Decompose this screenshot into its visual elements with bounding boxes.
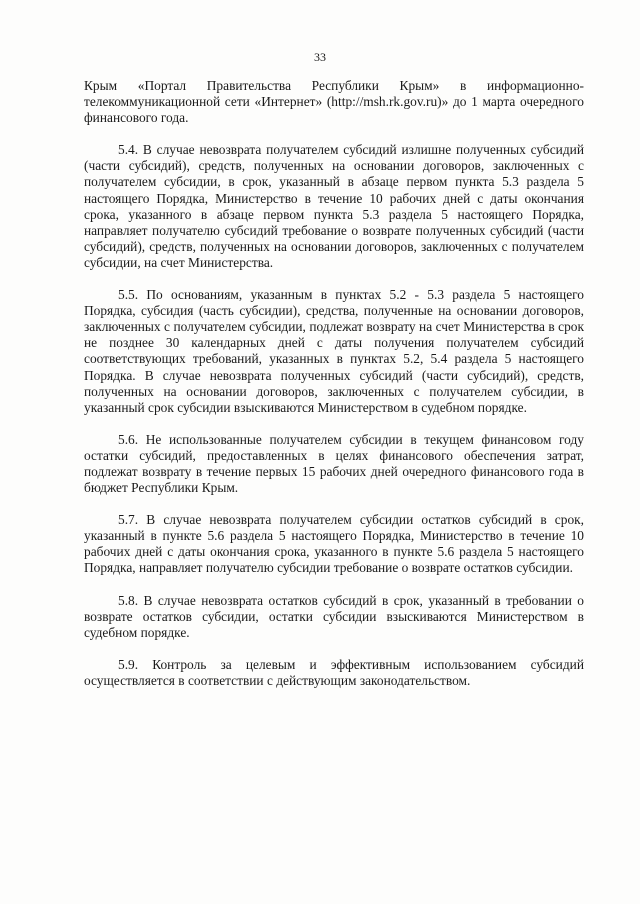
paragraph-5-7: 5.7. В случае невозврата получателем субсидии остатков субсидий в срок, указанный в пункте 5.6 раздела 5 настоящего Порядка, Министерство в течение 10 рабочих дней с даты окончания срока, указанного в пункте 5.6 раздела 5 настоящего Порядка, направляет получателю субсидии требование о возврате остатков субсидии. bbox=[84, 512, 584, 576]
paragraph-5-9: 5.9. Контроль за целевым и эффективным использованием субсидий осуществляется в соответствии с действующим законодательством. bbox=[84, 656, 584, 688]
paragraph-5-4: 5.4. В случае невозврата получателем субсидий излишне полученных субсидий (части субсидий), средств, полученных на основании договоров, заключенных с получателем субсидии, в срок, указанный в абзаце первом пункта 5.3 раздела 5 настоящего Порядка, Министерство в течение 10 рабочих дней с даты окончания срока, указанного в абзаце первом пункта 5.3 раздела 5 настоящего Порядка, направляет получателю субсидий требование о возврате полученных субсидий (части субсидий), средств, полученных на основании договоров, заключенных с получателем субсидии, на счет Министерства. bbox=[84, 142, 584, 270]
paragraph-5-6: 5.6. Не использованные получателем субсидии в текущем финансовом году остатки субсидий, предоставленных в целях финансового обеспечения затрат, подлежат возврату в течение первых 15 рабочих дней очередного финансового года в бюджет Республики Крым. bbox=[84, 431, 584, 496]
page-number: 33 bbox=[314, 50, 326, 64]
paragraph-continuation: Крым «Портал Правительства Республики Крым» в информационно-телекоммуникационной сети «Интернет» (http://msh.rk.gov.ru)» до 1 марта очередного финансового года. bbox=[84, 78, 584, 126]
paragraph-5-5: 5.5. По основаниям, указанным в пунктах 5.2 - 5.3 раздела 5 настоящего Порядка, субсидия (часть субсидии), средства, полученные на основании договоров, заключенных с получателем субсидии, подлежат возврату на счет Министерства в срок не позднее 30 календарных дней с даты получения получателем субсидий соответствующих требований, указанных в пунктах 5.2, 5.4 раздела 5 настоящего Порядка. В случае невозврата полученных субсидий (части субсидий), средств, полученных на основании договоров, заключенных с получателем субсидии, в указанный срок субсидии взыскиваются Министерством в судебном порядке. bbox=[84, 287, 584, 415]
paragraph-5-8: 5.8. В случае невозврата остатков субсидий в срок, указанный в требовании о возврате остатков субсидии, остатки субсидии взыскиваются Министерством в судебном порядке. bbox=[84, 592, 584, 640]
document-body bbox=[84, 78, 584, 689]
